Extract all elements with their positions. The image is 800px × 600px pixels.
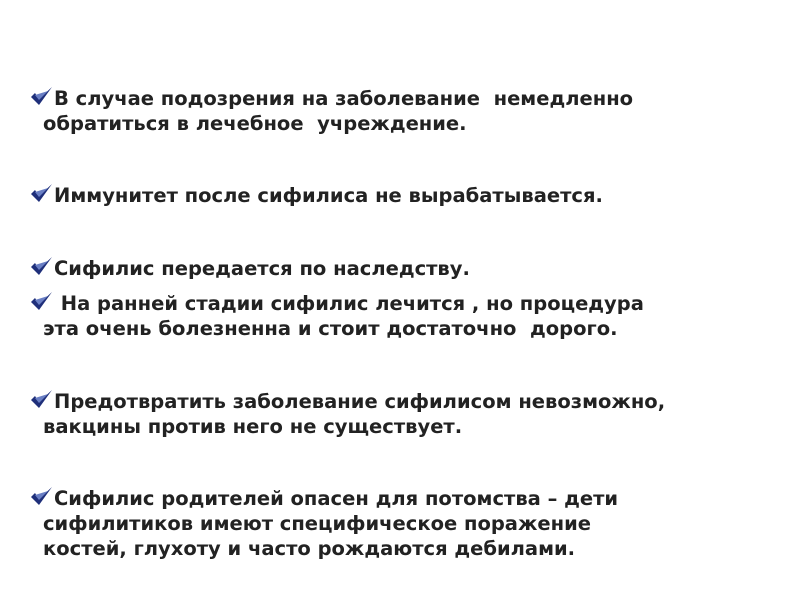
bullet-text-6-line-3: костей, глухоту и часто рождаются дебилами. [43, 537, 576, 560]
bullet-text-4-line-2: эта очень болезненна и стоит достаточно дорого. [43, 317, 618, 340]
bullet-item-2 [30, 183, 770, 208]
arrow-check-bullet-icon [30, 390, 54, 410]
bullet-text-5-line-2: вакцины против него не существует. [43, 415, 463, 438]
bullet-item-6 [30, 486, 770, 561]
bullet-text-5-line-1: Предотвратить заболевание сифилисом невозможно, [54, 390, 666, 413]
bullet-item-1 [30, 86, 770, 136]
bullet-text-2-line-1: Иммунитет после сифилиса не вырабатывается. [54, 184, 603, 207]
arrow-check-bullet-icon [30, 292, 54, 312]
bullet-text-3-line-1: Сифилис передается по наследству. [54, 257, 470, 280]
bullet-item-3 [30, 256, 770, 281]
arrow-check-bullet-icon [30, 87, 54, 107]
bullet-text-4-line-1: На ранней стадии сифилис лечится , но процедура [54, 292, 644, 315]
bullet-text-1-line-1: В случае подозрения на заболевание немедленно [54, 87, 634, 110]
arrow-check-bullet-icon [30, 257, 54, 277]
arrow-check-bullet-icon [30, 184, 54, 204]
arrow-check-bullet-icon [30, 487, 54, 507]
bullet-text-1-line-2: обратиться в лечебное учреждение. [43, 112, 467, 135]
bullet-text-6-line-1: Сифилис родителей опасен для потомства – дети [54, 487, 619, 510]
bullet-text-6-line-2: сифилитиков имеют специфическое поражение [43, 512, 591, 535]
bullet-item-4 [30, 291, 770, 341]
bullet-item-5 [30, 389, 770, 439]
